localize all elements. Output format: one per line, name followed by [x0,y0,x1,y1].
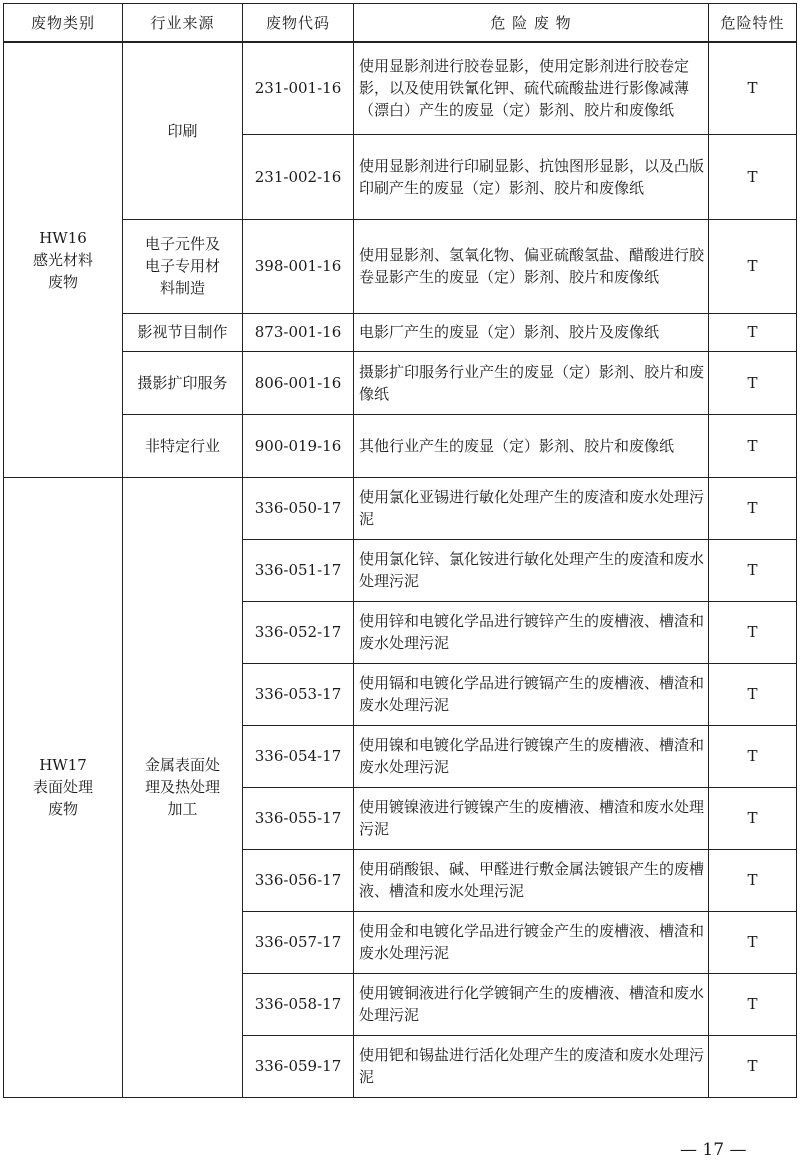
source-line: 影视节目制作 [137,323,228,341]
hazard-cell: T [709,725,797,787]
hazard-cell: T [709,973,797,1035]
waste-description-cell: 使用锌和电镀化学品进行镀锌产生的废槽液、槽渣和废水处理污泥 [354,601,709,663]
source-line: 加工 [167,800,198,818]
waste-description-cell: 使用镀镍液进行镀镍产生的废槽液、槽渣和废水处理污泥 [354,787,709,849]
hazard-cell: T [709,601,797,663]
table-row [4,219,797,313]
source-cell [123,219,243,313]
waste-code-cell: 336-054-17 [243,725,354,787]
hazard-cell: T [709,414,797,477]
waste-code-cell: 336-056-17 [243,849,354,911]
source-line: 金属表面处 [144,756,220,774]
hazard-cell: T [709,219,797,313]
waste-description-cell: 使用氯化锌、氯化铵进行敏化处理产生的废渣和废水处理污泥 [354,539,709,601]
waste-description-cell: 使用显影剂进行印刷显影、抗蚀图形显影，以及凸版印刷产生的废显（定）影剂、胶片和废像纸 [354,134,709,219]
waste-description-cell: 使用钯和锡盐进行活化处理产生的废渣和废水处理污泥 [354,1035,709,1097]
table-body [4,42,797,1097]
waste-code-cell: 873-001-16 [243,313,354,351]
waste-description-cell: 使用镀铜液进行化学镀铜产生的废槽液、槽渣和废水处理污泥 [354,973,709,1035]
waste-description-cell: 摄影扩印服务行业产生的废显（定）影剂、胶片和废像纸 [354,351,709,414]
source-line: 理及热处理 [144,778,220,796]
hazard-cell: T [709,351,797,414]
header-row [4,4,797,43]
waste-code-cell: 231-002-16 [243,134,354,219]
hazardous-waste-table [3,3,797,1098]
waste-code-cell: 336-059-17 [243,1035,354,1097]
hazard-cell: T [709,1035,797,1097]
source-line: 料制造 [159,279,205,297]
source-cell [123,351,243,414]
category-cell [4,42,123,477]
source-cell [123,477,243,1097]
hazard-cell: T [709,539,797,601]
category-line: HW16 [39,228,87,247]
waste-code-cell: 336-050-17 [243,477,354,539]
waste-code-cell: 900-019-16 [243,414,354,477]
header-category: 废物类别 [4,4,123,43]
waste-description-cell: 使用显影剂进行胶卷显影，使用定影剂进行胶卷定影，以及使用铁氰化钾、硫代硫酸盐进行影像减薄（漂白）产生的废显（定）影剂、胶片和废像纸 [354,42,709,134]
source-cell [123,414,243,477]
waste-description-cell: 电影厂产生的废显（定）影剂、胶片及废像纸 [354,313,709,351]
source-line: 电子专用材 [144,257,220,275]
waste-description-cell: 使用金和电镀化学品进行镀金产生的废槽液、槽渣和废水处理污泥 [354,911,709,973]
waste-code-cell: 398-001-16 [243,219,354,313]
header-waste: 危 险 废 物 [354,4,709,43]
hazard-cell: T [709,911,797,973]
source-line: 印刷 [167,121,198,140]
hazard-cell: T [709,787,797,849]
source-cell [123,42,243,219]
category-line: 表面处理 [32,778,93,796]
header-hazard: 危险特性 [709,4,797,43]
waste-code-cell: 336-052-17 [243,601,354,663]
waste-description-cell: 其他行业产生的废显（定）影剂、胶片和废像纸 [354,414,709,477]
hazard-cell: T [709,849,797,911]
waste-description-cell: 使用镉和电镀化学品进行镀镉产生的废槽液、槽渣和废水处理污泥 [354,663,709,725]
source-line: 非特定行业 [144,436,220,455]
waste-description-cell: 使用氯化亚锡进行敏化处理产生的废渣和废水处理污泥 [354,477,709,539]
waste-description-cell: 使用显影剂、氢氧化物、偏亚硫酸氢盐、醋酸进行胶卷显影产生的废显（定）影剂、胶片和废像纸 [354,219,709,313]
waste-description-cell: 使用硝酸银、碱、甲醛进行敷金属法镀银产生的废槽液、槽渣和废水处理污泥 [354,849,709,911]
hazard-cell: T [709,42,797,134]
waste-description-cell: 使用镍和电镀化学品进行镀镍产生的废槽液、槽渣和废水处理污泥 [354,725,709,787]
source-line: 摄影扩印服务 [137,373,228,392]
category-line: 感光材料 [32,250,93,269]
source-cell [123,313,243,351]
category-line: 废物 [47,272,78,291]
waste-code-cell: 231-001-16 [243,42,354,134]
hazard-cell: T [709,477,797,539]
waste-code-cell: 336-051-17 [243,539,354,601]
header-code: 废物代码 [243,4,354,43]
hazard-cell: T [709,663,797,725]
waste-code-cell: 336-055-17 [243,787,354,849]
hazard-cell: T [709,313,797,351]
header-source: 行业来源 [123,4,243,43]
source-line: 电子元件及 [144,235,220,253]
category-line: HW17 [39,756,87,774]
waste-code-cell: 336-053-17 [243,663,354,725]
waste-code-cell: 336-058-17 [243,973,354,1035]
hazard-cell: T [709,134,797,219]
category-line: 废物 [47,800,78,818]
table-row [4,351,797,414]
waste-code-cell: 806-001-16 [243,351,354,414]
table-row [4,313,797,351]
table-row [4,414,797,477]
waste-code-cell: 336-057-17 [243,911,354,973]
table-row [4,477,797,539]
page-number: — 17 — [680,1140,747,1160]
category-cell [4,477,123,1097]
table-row [4,42,797,134]
